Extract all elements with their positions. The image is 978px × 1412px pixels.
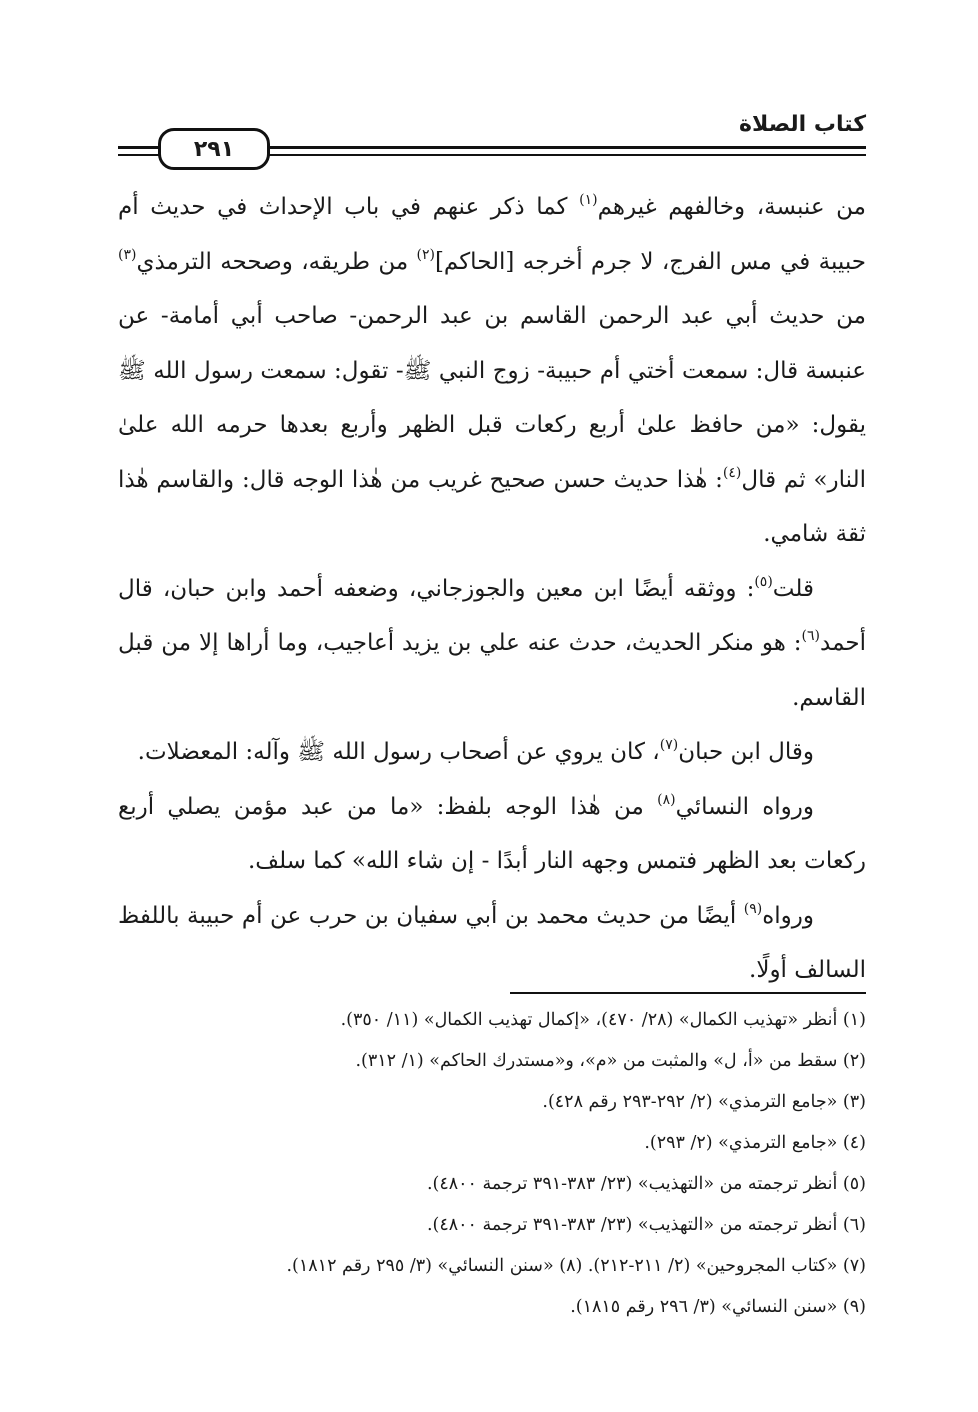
text-run: : هٰذا حديث حسن صحيح غريب من هٰذا الوجه قال: والقاسم هٰذا ثقة شامي. <box>118 466 866 547</box>
text-run: من طريقه، وصححه الترمذي <box>136 248 417 275</box>
text-run: ورواه <box>762 902 814 929</box>
text-run: وقال ابن حبان <box>678 739 814 765</box>
text-run: ، كان يروي عن أصحاب رسول الله ﷺ وآله: المعضلات. <box>137 739 660 765</box>
text-run: من هٰذا الوجه بلفظ: «ما من عبد مؤمن يصلي أربع ركعات بعد الظهر فتمس وجهه النار أبدًا - إن شاء الله» كما سلف. <box>118 793 866 874</box>
text-run: : هو منكر الحديث، حدث عنه علي بن يزيد أعاجيب، وما أراها إلا من قبل القاسم. <box>118 630 866 711</box>
paragraph-5 <box>118 889 866 998</box>
footnote-9: (٩) «سنن النسائي» (٣/ ٢٩٦ رقم ١٨١٥). <box>570 1297 866 1317</box>
footnote-5: (٥) أنظر ترجمته من «التهذيب» (٢٣/ ٣٨٣-٣٩١ ترجمة ٤٨٠٠). <box>426 1174 866 1194</box>
footnote-ref-4: (٤) <box>722 464 742 481</box>
footnote-2: (٢) سقط من «أ، ل» والمثبت من «م»، و«مستدرك الحاكم» (١/ ٣١٢). <box>355 1051 866 1071</box>
footnote-3: (٣) «جامع الترمذي» (٢/ ٢٩٢-٢٩٣ رقم ٤٢٨). <box>542 1092 866 1112</box>
footnote-6: (٦) أنظر ترجمته من «التهذيب» (٢٣/ ٣٨٣-٣٩١ ترجمة ٤٨٠٠). <box>426 1215 866 1235</box>
footnote-ref-2: (٢) <box>416 246 435 263</box>
text-run: أيضًا من حديث محمد بن أبي سفيان بن حرب عن أم حبيبة باللفظ السالف أولًا. <box>118 902 866 983</box>
running-title: كتاب الصلاة <box>739 112 866 137</box>
main-text <box>118 180 866 998</box>
footnote-7-8: (٧) «كتاب المجروحين» (٢/ ٢١١-٢١٢). (٨) «سنن النسائي» (٣/ ٢٩٥ رقم ١٨١٢). <box>286 1256 866 1276</box>
footnote-ref-9: (٩) <box>743 900 763 917</box>
footnote-ref-7: (٧) <box>659 737 679 753</box>
footnote-ref-8: (٨) <box>657 791 676 808</box>
paragraph-3 <box>118 725 866 780</box>
footnote-ref-1: (١) <box>579 192 598 208</box>
footnote-4: (٤) «جامع الترمذي» (٢/ ٢٩٣). <box>644 1133 866 1153</box>
footnote-ref-3: (٣) <box>118 246 137 263</box>
page-number: ٢٩١ <box>158 128 270 170</box>
text-run: : ووثقه أيضًا ابن معين والجوزجاني، وضعفه أحمد وابن حبان، قال أحمد <box>118 575 866 656</box>
paragraph-1 <box>118 180 866 562</box>
text-run: ورواه النسائي <box>675 793 814 820</box>
footnote-ref-5: (٥) <box>754 573 773 590</box>
text-run: من حديث أبي عبد الرحمن القاسم بن عبد الرحمن- صاحب أبي أمامة- عن عنبسة قال: سمعت أختي أم حبيبة- زوج النبي ﷺ- تقول: سمعت رسول الله ﷺ يقول: «من حافظ علىٰ أربع ركعات قبل الظهر وأربع بعدها حرمه الله علىٰ النار» ثم قال <box>118 303 866 493</box>
paragraph-4 <box>118 780 866 889</box>
text-run: من عنبسة، وخالفهم غيرهم <box>597 194 866 220</box>
text-run: قلت <box>772 575 814 602</box>
footnote-1: (١) أنظر «تهذيب الكمال» (٢٨/ ٤٧٠)، «إكمال تهذيب الكمال» (١١/ ٣٥٠). <box>340 1010 866 1030</box>
page-header <box>118 108 866 170</box>
text-run: كما ذكر عنهم في باب الإحداث في حديث أم حبيبة في مس الفرج، لا جرم أخرجه [الحاكم] <box>118 194 866 275</box>
footnote-separator <box>510 992 866 994</box>
footnote-ref-6: (٦) <box>801 628 821 644</box>
paragraph-2 <box>118 562 866 726</box>
footnotes <box>118 1000 866 1328</box>
